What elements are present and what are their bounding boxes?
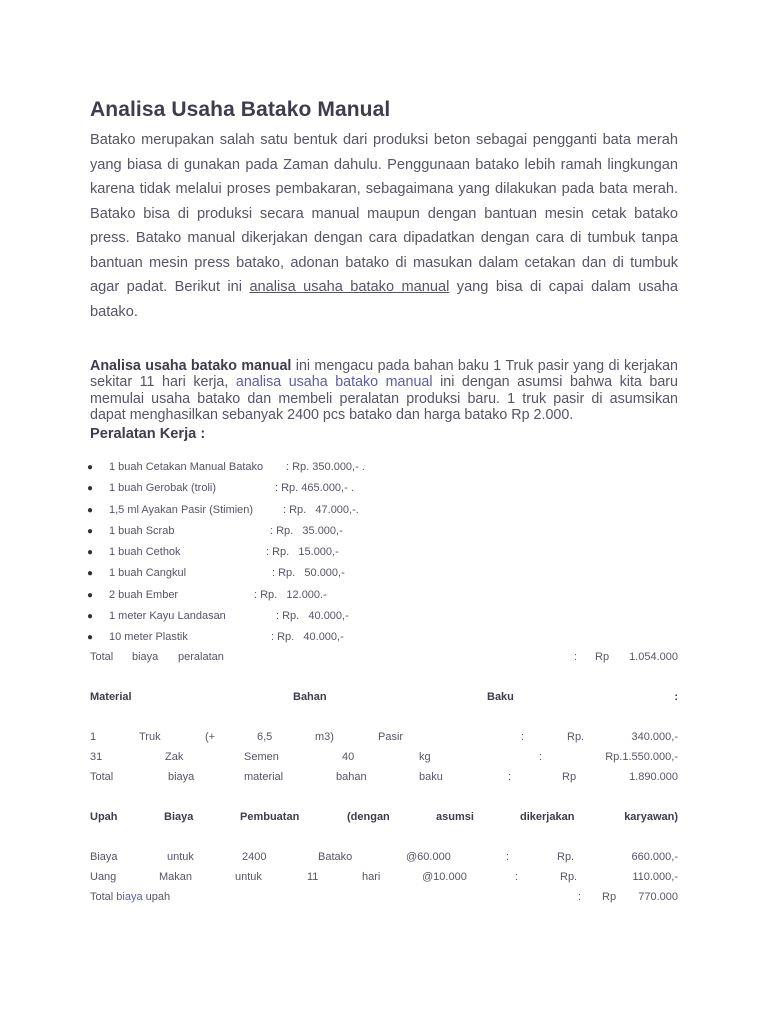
- tool-price: : Rp. 15.000,-: [266, 546, 339, 559]
- row-text: m3): [315, 731, 334, 743]
- row-text: Total: [90, 771, 114, 783]
- row-text: Total: [90, 891, 117, 903]
- row-text: Rp: [595, 651, 610, 663]
- row-text: dikerjakan: [520, 811, 575, 823]
- material-row: [90, 729, 678, 745]
- list-item: [87, 457, 490, 478]
- tool-price: : Rp. 47.000,-.: [283, 503, 359, 516]
- tool-name: 2 buah Ember: [109, 588, 179, 601]
- row-text: (+: [205, 731, 216, 743]
- row-text: Semen: [244, 751, 279, 763]
- row-value: 1.054.000: [629, 651, 678, 663]
- row-text: Material: [90, 691, 132, 703]
- row-text: 40: [342, 751, 355, 763]
- row-text: Rp.: [560, 871, 578, 883]
- row-text: (dengan: [347, 811, 390, 823]
- tool-name: 1 meter Kayu Landasan: [109, 610, 226, 623]
- row-text: material: [244, 771, 284, 783]
- row-text: Truk: [139, 731, 161, 743]
- row-text: @10.000: [422, 871, 467, 883]
- tool-name: 1 buah Cethok: [109, 546, 181, 559]
- row-value: 340.000,-: [631, 731, 678, 743]
- row-text: :: [521, 731, 525, 743]
- row-text: baku: [419, 771, 443, 783]
- list-item: [87, 606, 490, 627]
- row-text: Uang: [90, 871, 117, 883]
- list-item: [87, 563, 490, 584]
- analysis-bold-lead: Analisa usaha batako manual: [90, 358, 292, 374]
- list-item: [87, 585, 490, 606]
- total-peralatan-row: [90, 649, 678, 665]
- row-text: hari: [362, 871, 381, 883]
- row-value: Rp.1.550.000,-: [605, 751, 678, 763]
- bullet-icon: ●: [87, 462, 94, 473]
- row-text: :: [578, 891, 582, 903]
- row-text: Rp: [562, 771, 577, 783]
- analysis-text-2: ini dengan asumsi bahwa kita baru memulai usaha batako dan membeli peralatan produksi baru. 1 truk pasir di asumsikan dapat menghasilkan sebanyak 2400 pcs batako dan harga batako Rp 2.000.: [90, 374, 679, 423]
- tool-price: : Rp. 50.000,-: [272, 567, 345, 580]
- row-text: untuk: [167, 851, 194, 863]
- row-text: untuk: [235, 871, 262, 883]
- row-text: peralatan: [178, 651, 224, 663]
- row-text: Total: [90, 651, 114, 663]
- tool-name: 1,5 ml Ayakan Pasir (Stimien): [109, 503, 254, 516]
- page-title: Analisa Usaha Batako Manual: [90, 98, 391, 121]
- row-text: Rp.: [567, 731, 585, 743]
- list-item: [87, 542, 490, 563]
- tool-price: : Rp. 350.000,- .: [286, 461, 365, 473]
- row-value: 1.890.000: [629, 771, 678, 783]
- row-text: Bahan: [293, 691, 327, 703]
- tool-name: 1 buah Scrab: [109, 524, 175, 537]
- list-item: [87, 627, 490, 648]
- row-text: 31: [90, 751, 103, 763]
- row-text: karyawan): [624, 811, 678, 823]
- tool-price: : Rp. 40.000,-: [271, 631, 344, 644]
- row-text: Pembuatan: [240, 811, 300, 823]
- tool-name: 1 buah Cetakan Manual Batako: [109, 461, 264, 473]
- row-text: :: [674, 691, 678, 703]
- upah-heading: [90, 809, 678, 825]
- row-text: :: [508, 771, 512, 783]
- row-text: Rp: [602, 891, 617, 903]
- row-text: bahan: [336, 771, 367, 783]
- row-text: Baku: [487, 691, 514, 703]
- row-text: Zak: [165, 751, 184, 763]
- tool-name: 1 buah Cangkul: [109, 567, 187, 580]
- row-text: :: [506, 851, 510, 863]
- tool-price: : Rp. 465.000,- .: [275, 482, 354, 495]
- row-value: 770.000: [638, 891, 678, 903]
- upah-row: [90, 869, 678, 885]
- bullet-icon: ●: [87, 568, 94, 580]
- list-item: [87, 521, 490, 542]
- bullet-icon: ●: [87, 632, 94, 644]
- row-text: Pasir: [378, 731, 404, 743]
- bullet-icon: ●: [87, 611, 94, 623]
- tool-name: 1 buah Gerobak (troli): [109, 482, 216, 495]
- row-text: kg: [419, 751, 431, 763]
- row-text: @60.000: [406, 851, 451, 863]
- row-text: upah: [142, 891, 171, 903]
- row-text: Rp.: [557, 851, 575, 863]
- peralatan-heading: Peralatan Kerja :: [90, 426, 206, 442]
- analysis-link[interactable]: analisa usaha batako manual: [235, 374, 433, 391]
- intro-link[interactable]: analisa usaha batako manual: [249, 279, 450, 295]
- row-text: :: [574, 651, 578, 663]
- row-text: biaya: [168, 771, 195, 783]
- bullet-icon: ●: [87, 589, 94, 601]
- intro-text: Batako merupakan salah satu bentuk dari produksi beton sebagai pengganti bata merah yang biasa di gunakan pada Zaman dahulu. Penggunaan batako lebih ramah lingkungan karena tidak melalui proses pembakaran, sebagaimana yang dilakukan pada bata merah. Batako bisa di produksi secara manual maupun dengan bantuan mesin cetak batako press. Batako manual dikerjakan dengan cara dipadatkan dengan cara di tumbuk tanpa bantuan mesin press batako, adonan batako di masukan dalam cetakan dan di tumbuk agar padat. Berikut ini: [90, 132, 678, 295]
- tools-list: [87, 457, 490, 649]
- intro-paragraph: [90, 128, 678, 324]
- tool-price: : Rp. 12.000.-: [254, 588, 327, 601]
- total-upah-label: [90, 889, 170, 905]
- row-text: asumsi: [436, 811, 474, 823]
- total-material-row: [90, 769, 678, 785]
- row-value: 660.000,-: [631, 851, 678, 863]
- row-text: 2400: [242, 851, 267, 863]
- analysis-paragraph: [90, 358, 678, 423]
- row-text: Makan: [159, 871, 193, 883]
- tool-name: 10 meter Plastik: [109, 631, 188, 644]
- biaya-link[interactable]: biaya: [116, 891, 143, 903]
- row-value: 110.000,-: [632, 871, 678, 883]
- bullet-icon: ●: [87, 525, 94, 537]
- row-text: 11: [307, 871, 319, 883]
- bullet-icon: ●: [87, 547, 94, 559]
- row-text: 1: [90, 731, 97, 743]
- tool-price: : Rp. 40.000,-: [276, 610, 349, 623]
- tool-price: : Rp. 35.000,-: [270, 524, 343, 537]
- total-upah-row: [90, 889, 678, 905]
- analysis-text-1: ini mengacu pada bahan baku 1 Truk pasir yang di kerjakan sekitar 11 hari kerja,: [90, 358, 678, 391]
- row-text: Upah: [90, 811, 118, 823]
- row-text: biaya: [132, 651, 159, 663]
- row-text: Biaya: [164, 811, 194, 823]
- bullet-icon: ●: [87, 483, 94, 495]
- intro-tail: yang bisa di capai dalam usaha batako.: [90, 279, 678, 320]
- upah-row: [90, 849, 678, 865]
- row-text: Batako: [318, 851, 353, 863]
- row-text: :: [539, 751, 543, 763]
- row-text: :: [515, 871, 519, 883]
- bullet-icon: ●: [87, 504, 94, 516]
- list-item: [87, 478, 490, 499]
- material-row: [90, 749, 678, 765]
- row-text: 6,5: [257, 731, 273, 743]
- material-heading: [90, 689, 678, 705]
- row-text: Biaya: [90, 851, 118, 863]
- list-item: [87, 500, 490, 521]
